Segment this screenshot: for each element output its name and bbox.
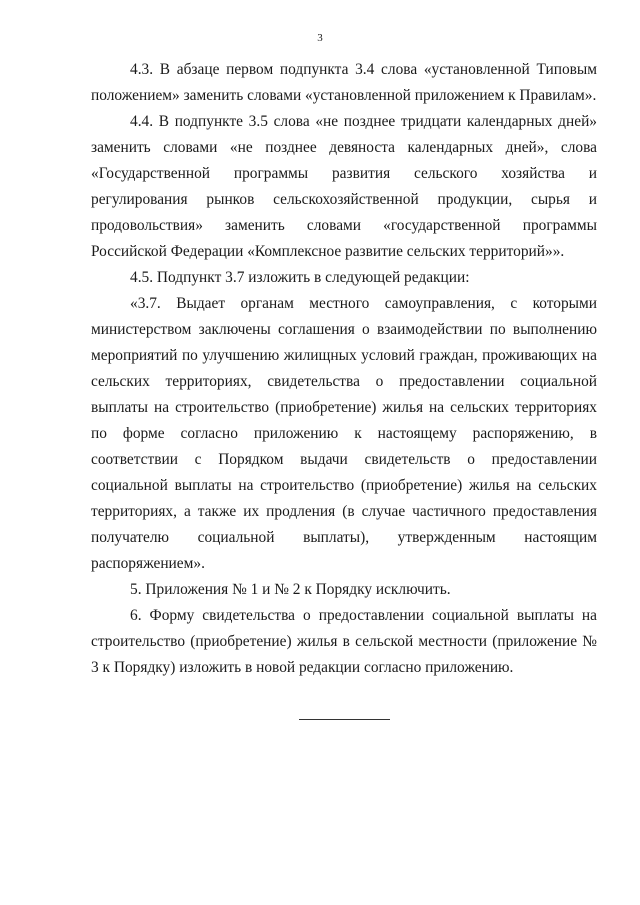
document-body <box>91 57 597 681</box>
paragraph-4-5: 4.5. Подпункт 3.7 изложить в следующей редакции: <box>130 269 470 286</box>
paragraph-5: 5. Приложения № 1 и № 2 к Порядку исключить. <box>130 581 451 598</box>
paragraph-4-4: 4.4. В подпункте 3.5 слова «не позднее тридцати календарных дней» заменить словами «не позднее девяноста календарных дней», слова «Государственной программы развития сельского хозяйства и регулирования рынков сельскохозяйственной продукции, сырья и продовольствия» заменить словами «государственной программы Российской Федерации «Комплексное развитие сельских территорий»». <box>91 113 597 260</box>
paragraph-6: 6. Форму свидетельства о предоставлении социальной выплаты на строительство (приобретение) жилья в сельской местности (приложение № 3 к Порядку) изложить в новой редакции согласно приложению. <box>91 607 597 676</box>
closing-divider <box>299 719 390 720</box>
page-number: 3 <box>317 32 323 44</box>
paragraph-4-3: 4.3. В абзаце первом подпункта 3.4 слова «установленной Типовым положением» заменить словами «установленной приложением к Правилам». <box>91 61 597 104</box>
paragraph-3-7-text: «3.7. Выдает органам местного самоуправления, с которыми министерством заключены соглашения о взаимодействии по выполнению мероприятий по улучшению жилищных условий граждан, проживающих на сельских территориях, свидетельства о предоставлении социальной выплаты на строительство (приобретение) жилья на сельских территориях по форме согласно приложению к настоящему распоряжению, в соответствии с Порядком выдачи свидетельств о предоставлении социальной выплаты на строительство (приобретение) жилья на сельских территориях, а также их продления (в случае частичного предоставления получателю социальной выплаты), утвержденным настоящим распоряжением». <box>91 295 597 572</box>
